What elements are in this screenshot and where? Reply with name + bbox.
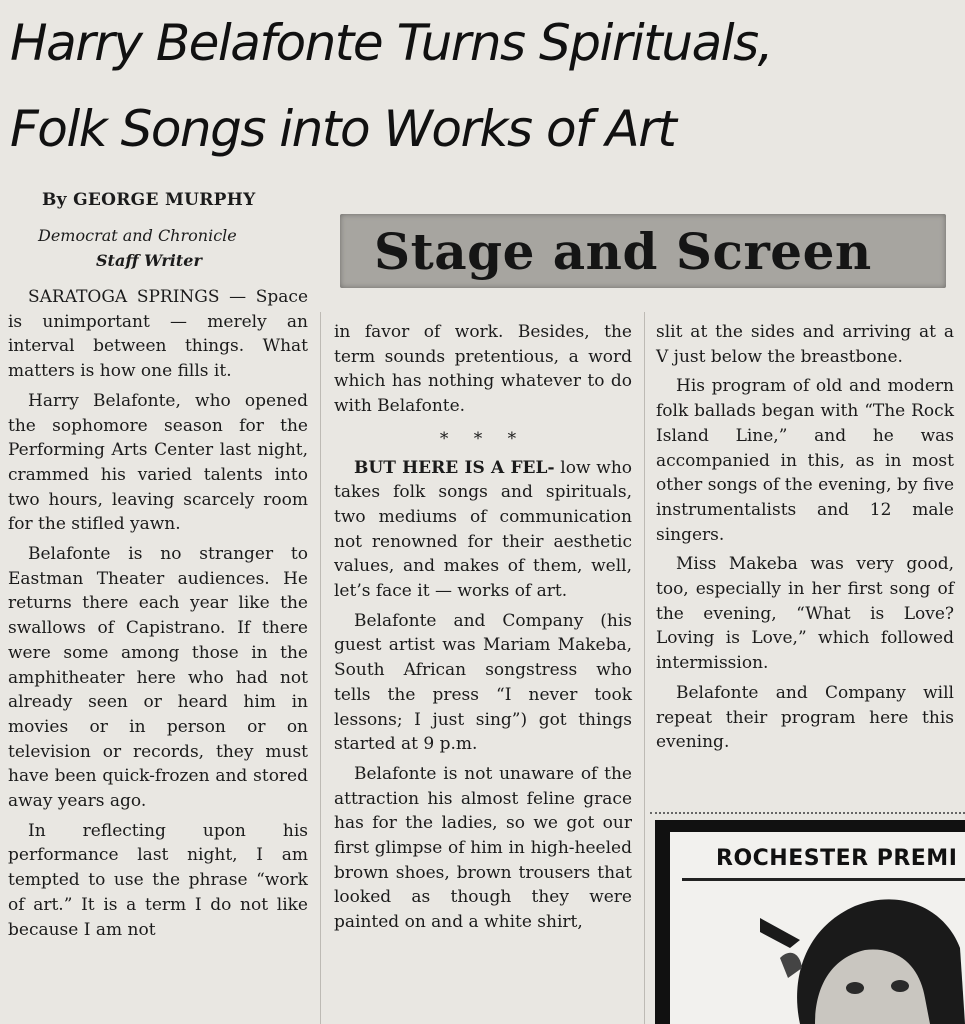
paragraph: Harry Belafonte, who opened the sophomore season for the Performing Arts Center last night, crammed his varied talents into two hours, leaving scarcely room for the stifled yawn.: [8, 390, 308, 535]
article-column-1: [8, 285, 308, 942]
advertisement-portrait-image: [760, 888, 965, 1024]
paragraph: slit at the sides and arriving at a V just below the breastbone.: [656, 322, 954, 367]
headline-line-1: Harry Belafonte Turns Spirituals,: [10, 14, 773, 72]
section-break-stars: * * *: [439, 428, 527, 449]
column-rule: [644, 312, 645, 1024]
paragraph: [334, 456, 632, 604]
paragraph: Belafonte is not unaware of the attraction his almost feline grace has for the ladies, so we got our first glimpse of him in high-heeled brown shoes, brown trousers that looked as though they were painted on and a white shirt,: [334, 763, 632, 933]
headline-line-2: Folk Songs into Works of Art: [10, 100, 676, 158]
advertisement-title: ROCHESTER PREMI: [716, 846, 958, 871]
paragraph: In reflecting upon his performance last night, I am tempted to use the phrase “work of art.” It is a term I do not like because I am not: [8, 820, 308, 940]
paragraph-text: Space is unimportant — merely an interval between things. What matters is how one fills it.: [8, 287, 309, 382]
dateline: SARATOGA SPRINGS —: [28, 287, 247, 307]
paper-name: Democrat and Chronicle: [38, 226, 237, 245]
paragraph: His program of old and modern folk ballads began with “The Rock Island Line,” and he was accompanied in this, as in most other songs of the evening, by five instrumentalists and 12 male singers.: [656, 376, 954, 545]
dotted-divider: [650, 812, 965, 814]
section-banner: [340, 214, 946, 288]
paragraph-text: low who takes folk songs and spirituals, two mediums of communication not renowned for their aesthetic values, and makes of them, well, let’s face it — works of art.: [334, 457, 632, 602]
paragraph: Belafonte is no stranger to Eastman Theater audiences. He returns there each year like the swallows of Capistrano. If there were some among those in the amphitheater here who had not already seen or heard him in movies or in person or on television or records, they must have been quick-frozen and stored away years ago.: [8, 544, 308, 812]
paragraph: Belafonte and Company will repeat their program here this evening.: [656, 682, 954, 753]
article-column-3: [656, 320, 954, 755]
staff-role: Staff Writer: [96, 251, 202, 270]
section-banner-title: Stage and Screen: [374, 222, 872, 281]
paragraph: Miss Makeba was very good, too, especially in her first song of the evening, “What is Love? Loving is Love,” which followed intermission.: [656, 554, 954, 674]
paragraph: in favor of work. Besides, the term sounds pretentious, a word which has nothing whatever to do with Belafonte.: [334, 322, 632, 417]
lead-in-caps: BUT HERE IS A FEL-: [354, 457, 555, 478]
paragraph: Belafonte and Company (his guest artist was Mariam Makeba, South African songstress who tells the press “I never took lessons; I just sing”) got things started at 9 p.m.: [334, 610, 632, 755]
column-rule: [320, 312, 321, 1024]
advertisement-rule: [682, 878, 965, 881]
byline: By GEORGE MURPHY: [42, 190, 256, 210]
article-column-2: [334, 320, 632, 935]
paragraph: [8, 285, 308, 384]
